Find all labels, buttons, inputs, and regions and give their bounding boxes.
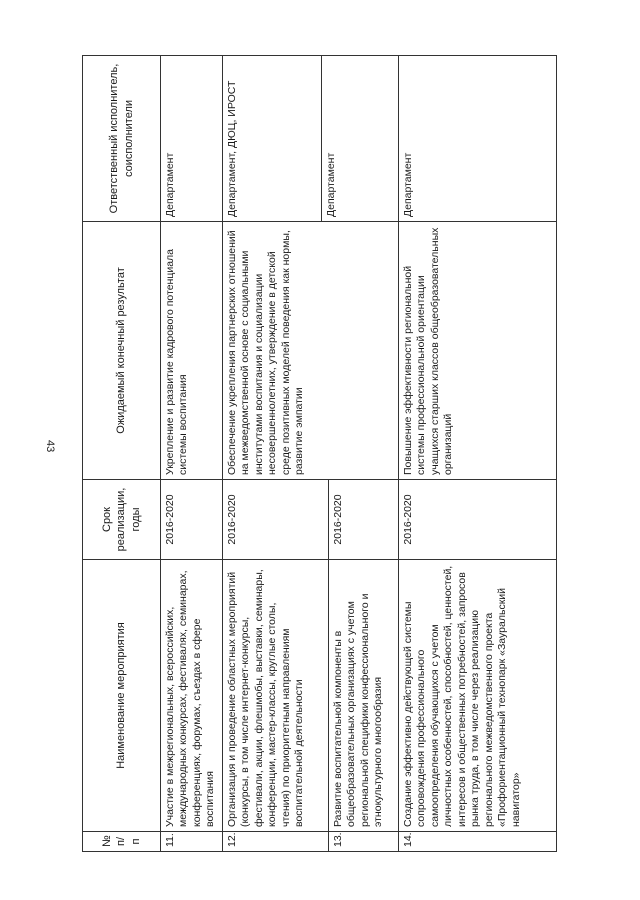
measure-name: Организация и проведение областных мероприятий (конкурсы, в том числе интернет-конкурсы, фестивали, акции, флешмобы, выставки, семинары, конференции, мастер-классы, круглые столы, чтения) по приоритетным направлениям воспитательной деятельности (223, 560, 329, 832)
measure-executor: Департамент (161, 56, 223, 222)
header-name: Наименование мероприятия (83, 560, 161, 832)
measure-result: Повышение эффективности региональной системы профессиональной ориентации учащихся старших классов общеобразовательных организаций (399, 222, 557, 480)
header-result: Ожидаемый конечный результат (83, 222, 161, 480)
measure-executor-split (223, 56, 399, 222)
table-header-row (83, 56, 161, 852)
header-num: № п/п (83, 832, 161, 852)
measure-term: 2016-2020 (161, 480, 223, 560)
row-number: 13. (329, 832, 399, 852)
measure-result: Укрепление и развитие кадрового потенциала системы воспитания (161, 222, 223, 480)
document-page (82, 56, 557, 852)
measure-executor: Департамент, ДЮЦ, ИРОСТ (226, 80, 238, 217)
measure-executor: Департамент (399, 56, 557, 222)
measure-name: Развитие воспитательной компоненты в общеобразовательных организациях с учетом региональной специфики конфессионального и этнокультурного многообразия (329, 560, 399, 832)
measure-name: Участие в межрегиональных, всероссийских, международных конкурсах, фестивалях, семинарах, конференциях, форумах, съездах в сфере воспитания (161, 560, 223, 832)
row-number: 14. (399, 832, 557, 852)
measure-term: 2016-2020 (223, 480, 329, 560)
header-executor: Ответственный исполнитель, соисполнители (83, 56, 161, 222)
page-number: 43 (44, 440, 56, 453)
measure-term: 2016-2020 (329, 480, 399, 560)
header-term: Срок реализации, годы (83, 480, 161, 560)
measures-table (82, 55, 557, 852)
row-number: 12. (223, 832, 329, 852)
table-row (161, 56, 223, 852)
row-number: 11. (161, 832, 223, 852)
measure-result: Обеспечение укрепления партнерских отношений на межведомственной основе с социальными институтами воспитания и социализации несовершеннолетних, утверждение в детской среде позитивных моделей поведения как нормы, развитие эмпатии (223, 222, 399, 480)
table-row (399, 56, 557, 852)
measure-name: Создание эффективно действующей системы сопровождения профессионального самоопределения обучающихся с учетом личностных особенностей, способностей, ценностей, интересов и общественных потребностей, запросов рынка труда, в том числе через реализацию регионального межведомственного проекта «Профориентационный технопарк «Зауральский навигатор» (399, 560, 557, 832)
measure-term: 2016-2020 (399, 480, 557, 560)
measure-executor: Департамент (321, 56, 398, 221)
table-row (223, 56, 329, 852)
